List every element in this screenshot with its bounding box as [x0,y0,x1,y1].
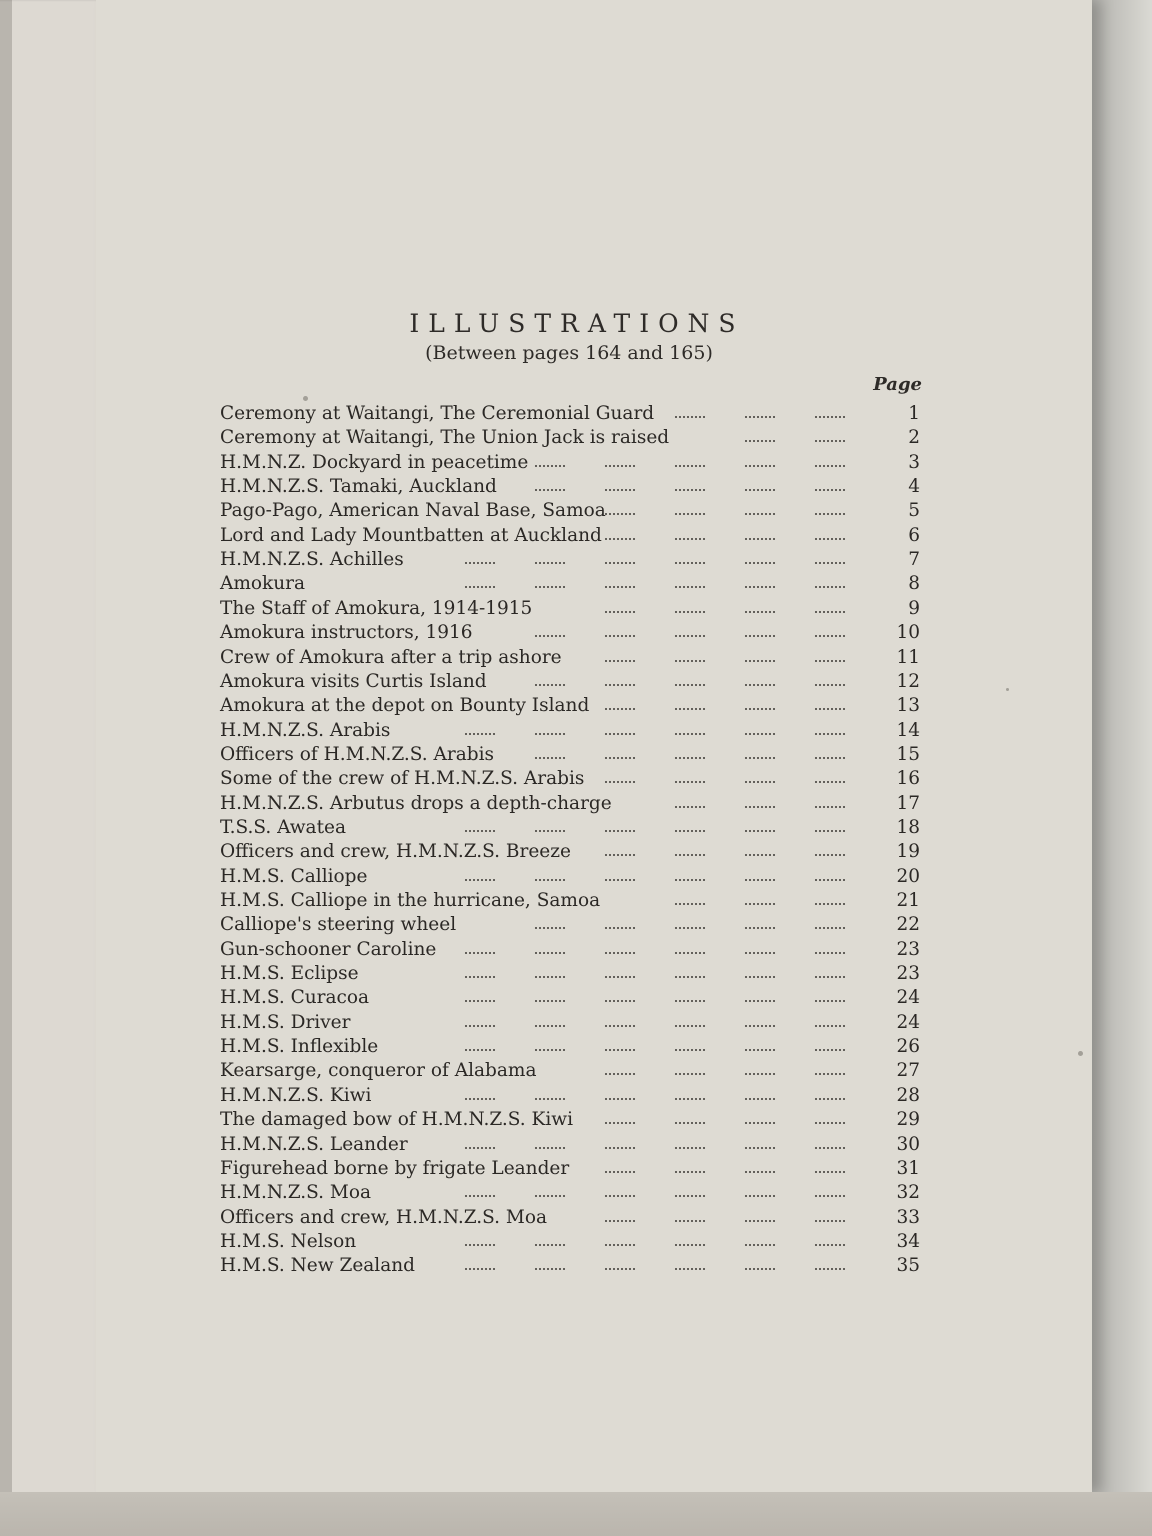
illustration-title: Gun-schooner Caroline [220,938,437,960]
illustration-title: H.M.S. Eclipse [220,963,359,985]
illustration-entry [220,1206,920,1230]
illustration-title: Some of the crew of H.M.N.Z.S. Arabis [220,768,585,790]
illustrations-list [220,402,920,1282]
paper-mark [1006,688,1009,691]
illustration-entry [220,646,920,670]
illustration-title: H.M.S. Nelson [220,1230,357,1252]
page-number: 33 [896,1206,920,1228]
illustration-entry [220,426,920,450]
illustration-entry [220,1108,920,1132]
page-number: 32 [896,1182,920,1204]
illustration-title: Officers and crew, H.M.N.Z.S. Breeze [220,841,571,863]
illustration-title: Amokura instructors, 1916 [220,622,473,644]
illustration-entry [220,597,920,621]
page-number: 24 [896,1011,920,1033]
illustration-title: H.M.N.Z.S. Kiwi [220,1084,372,1106]
page-number: 10 [896,622,920,644]
illustration-entry [220,451,920,475]
illustration-title: H.M.N.Z.S. Leander [220,1133,408,1155]
page-number: 24 [896,987,920,1009]
page-number: 30 [896,1133,920,1155]
page-number: 2 [908,427,920,449]
illustration-title: Ceremony at Waitangi, The Ceremonial Guard [220,403,655,424]
illustration-title: H.M.N.Z.S. Arabis [220,719,391,741]
illustration-entry [220,572,920,596]
page-number: 16 [896,768,920,790]
illustration-entry [220,889,920,913]
illustration-entry [220,694,920,718]
illustration-title: H.M.S. Driver [220,1011,351,1033]
bottom-edge [0,1492,1152,1536]
illustration-entry [220,986,920,1010]
illustration-entry [220,938,920,962]
page-number: 11 [896,646,920,668]
page-column-header: Page [873,374,922,395]
left-gutter [0,0,100,1536]
illustration-entry [220,670,920,694]
illustration-entry [220,402,920,426]
illustration-title: H.M.S. New Zealand [220,1255,415,1277]
illustration-title: H.M.N.Z.S. Achilles [220,549,404,571]
page-number: 5 [908,500,920,522]
page-number: 26 [896,1036,920,1058]
illustration-entry [220,719,920,743]
page-number: 29 [896,1109,920,1131]
illustration-entry [220,548,920,572]
illustration-entry [220,1181,920,1205]
page-number: 7 [908,549,920,571]
page-number: 19 [896,841,920,863]
illustration-entry [220,913,920,937]
illustration-title: H.M.S. Calliope [220,865,368,887]
illustration-entry [220,499,920,523]
illustration-title: H.M.S. Calliope in the hurricane, Samoa [220,890,601,911]
illustration-entry [220,1133,920,1157]
page-number: 18 [896,816,920,838]
illustration-entry [220,840,920,864]
page-number: 12 [896,670,920,692]
illustration-entry [220,1157,920,1181]
illustration-title: The damaged bow of H.M.N.Z.S. Kiwi [220,1109,573,1131]
page-number: 8 [908,573,920,595]
page-title: ILLUSTRATIONS [409,309,745,338]
page-number: 14 [896,719,920,741]
illustration-title: Kearsarge, conqueror of Alabama [220,1060,537,1082]
illustration-title: Amokura [220,573,306,595]
page-number: 15 [896,743,920,765]
illustration-title: Ceremony at Waitangi, The Union Jack is raised [220,427,670,449]
illustration-entry [220,1011,920,1035]
illustration-title: Pago-Pago, American Naval Base, Samoa [220,500,606,522]
paper-mark [1078,1051,1083,1056]
illustration-entry [220,743,920,767]
right-page-shadow [1092,0,1152,1536]
page-number: 17 [896,792,920,814]
page-number: 34 [896,1230,920,1252]
illustration-title: Crew of Amokura after a trip ashore [220,646,562,668]
paper-mark [303,396,308,401]
illustration-entry [220,1254,920,1278]
page-number: 1 [908,403,920,424]
page-number: 23 [896,963,920,985]
illustration-entry [220,475,920,499]
illustration-title: The Staff of Amokura, 1914-1915 [220,597,533,619]
page-number: 4 [908,476,920,498]
page-number: 31 [896,1157,920,1179]
illustration-title: H.M.N.Z.S. Arbutus drops a depth-charge [220,792,612,814]
illustration-title: T.S.S. Awatea [220,816,346,838]
illustration-title: Amokura visits Curtis Island [220,670,487,692]
illustration-title: Calliope's steering wheel [220,914,457,936]
page-number: 21 [896,890,920,911]
page-number: 22 [896,914,920,936]
illustration-title: Figurehead borne by frigate Leander [220,1157,570,1179]
illustration-title: H.M.N.Z.S. Moa [220,1182,372,1204]
page-number: 35 [896,1255,920,1277]
illustration-entry [220,1084,920,1108]
illustration-title: Lord and Lady Mountbatten at Auckland [220,524,602,546]
illustration-entry [220,767,920,791]
illustration-entry [220,621,920,645]
illustration-title: H.M.N.Z. Dockyard in peacetime [220,451,529,473]
illustration-title: Officers of H.M.N.Z.S. Arabis [220,743,495,765]
page-number: 3 [908,451,920,473]
illustration-title: Amokura at the depot on Bounty Island [220,695,590,717]
illustration-title: H.M.N.Z.S. Tamaki, Auckland [220,476,497,498]
illustration-entry [220,524,920,548]
illustration-entry [220,1230,920,1254]
illustration-entry [220,1059,920,1083]
illustration-entry [220,792,920,816]
page-subtitle: (Between pages 164 and 165) [425,342,713,364]
illustration-title: H.M.S. Inflexible [220,1036,379,1058]
illustration-entry [220,962,920,986]
illustration-entry [220,816,920,840]
page-number: 20 [896,865,920,887]
page-number: 23 [896,938,920,960]
page-number: 27 [896,1060,920,1082]
page-number: 28 [896,1084,920,1106]
page-number: 9 [908,597,920,619]
illustration-title: Officers and crew, H.M.N.Z.S. Moa [220,1206,547,1228]
page-number: 6 [908,524,920,546]
illustration-title: H.M.S. Curacoa [220,987,370,1009]
dot-leader [220,572,850,596]
page-number: 13 [896,695,920,717]
illustration-entry [220,1035,920,1059]
illustration-entry [220,865,920,889]
